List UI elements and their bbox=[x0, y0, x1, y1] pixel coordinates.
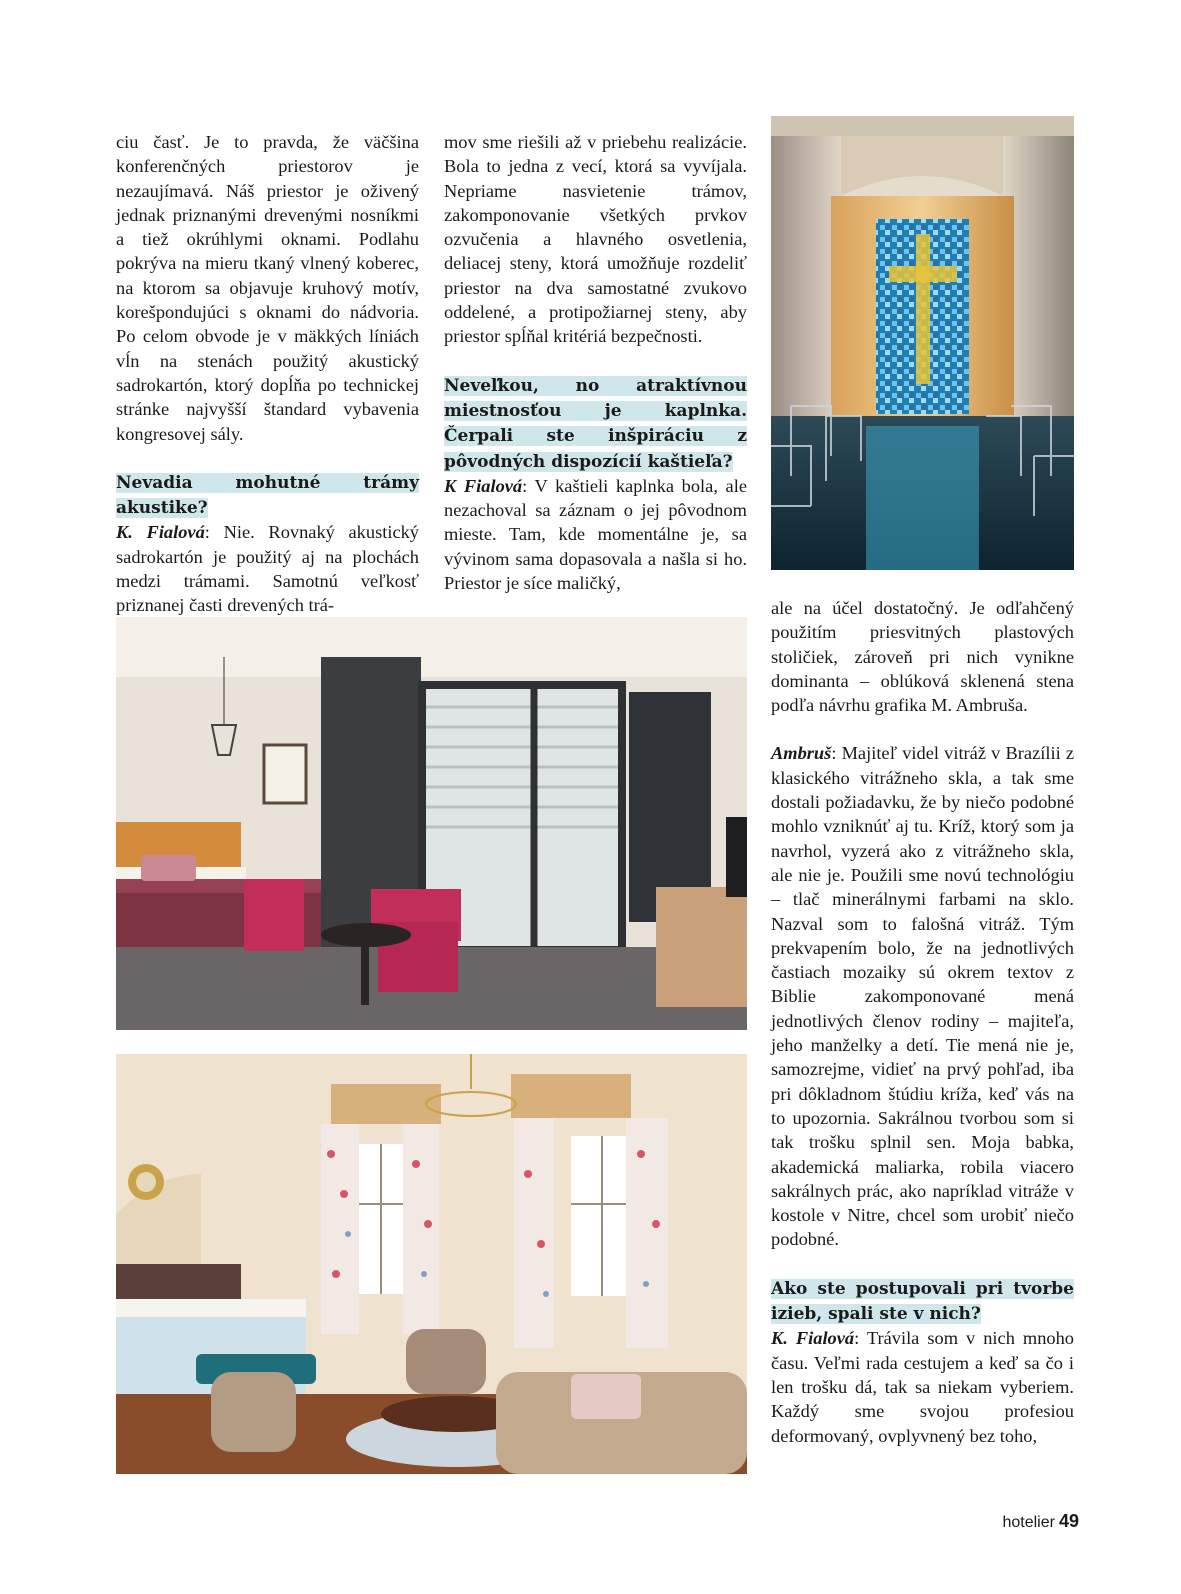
question-heading: Nevadia mohutné trámy akustike? bbox=[116, 472, 419, 519]
answer-paragraph bbox=[771, 741, 1074, 1251]
text-column-3 bbox=[771, 596, 1074, 1448]
speaker-name: Ambruš bbox=[771, 743, 832, 764]
chapel-photo bbox=[771, 116, 1074, 570]
answer-text: : Trávila som v nich mnoho času. Veľmi rada cestujem a keď sa čo i len trošku dá, tak sa niekam vyberiem. Každý sme svojou profesiou deformovaný, ovplyvnený bez toho, bbox=[771, 1328, 1074, 1446]
speaker-name: K. Fialová bbox=[116, 522, 205, 543]
text-column-2 bbox=[444, 130, 747, 595]
answer-text: : Nie. Rovnaký akustický sadrokartón je použitý aj na plochách medzi trámami. Samotnú veľkosť priznanej časti drevených trá- bbox=[116, 522, 419, 616]
text-column-1 bbox=[116, 130, 419, 618]
paragraph: ale na účel dostatočný. Je odľahčený použitím priesvitných plastových stoličiek, zároveň pri nich vynikne dominanta – oblúková sklenená stena podľa návrhu grafika M. Ambruša. bbox=[771, 598, 1074, 716]
paragraph: ciu časť. Je to pravda, že väčšina konferenčných priestorov je nezaujímavá. Náš priestor je oživený jednak priznanými drevenými nosníkmi a tiež okrúhlymi oknami. Podlahu pokrýva na mieru tkaný vlnený koberec, na ktorom sa objavuje kruhový motív, korešpondujúci s oknami do nádvoria. Po celom obvode je v mäkkých líniách vĺn na stenách použitý akustický sadrokartón, ktorý dopĺňa po technickej stránke najvyšší štandard vybavenia kongresovej sály. bbox=[116, 132, 419, 444]
answer-paragraph bbox=[771, 1326, 1074, 1447]
question-heading: Neveľkou, no atraktívnou miestnosťou je kaplnka. Čerpali ste inšpiráciu z pôvodných dispozícií kaštieľa? bbox=[444, 375, 747, 472]
speaker-name: K Fialová bbox=[444, 475, 523, 496]
magazine-name: hotelier bbox=[1002, 1514, 1055, 1531]
paragraph: mov sme riešili až v priebehu realizácie. Bola to jedna z vecí, ktorá sa vyvíjala. Nepriame nasvietenie trámov, zakomponovanie všetkých prvkov ozvučenia a hlavného osvetlenia, deliacej steny, ktorá umožňuje rozdeliť priestor na dva samostatné zvukovo oddelené, a protipožiarnej steny, aby priestor spĺňal kritériá bezpečnosti. bbox=[444, 132, 747, 347]
answer-text: : V kaštieli kaplnka bola, ale nezachoval sa záznam o jej pôvodnom mieste. Tam, kde momentálne je, sa vývinom sama dopasovala a našla si ho. Priestor je síce maličký, bbox=[444, 475, 747, 594]
answer-text: : Majiteľ videl vitráž v Brazílii z klasického vitrážneho skla, a tak sme dostali požiadavku, že by niečo podobné mohlo vzniknúť aj tu. Kríž, ktorý som ja navrhol, vyzerá ako z vitrážneho skla, ale nie je. Použili sme novú technológiu – tlač minerálnymi farbami na sklo. Nazval som to falošná vitráž. Tým prekvapením bolo, že na jednotlivých častiach mozaiky sú okrem textov z Biblie zakomponované mená jednotlivých členov rodiny – majiteľa, jeho manželky a detí. Tie mená nie je, samozrejme, vidieť na prvý pohľad, iba pri dôkladnom štúdiu kríža, keď vás na to upozornia. Sakrálnou tvorbou som si tak trošku splnil sen. Moja babka, akademická maliarka, robila viacero sakrálnych prác, ako napríklad vitráže v kostole v Nitre, chcel som urobiť niečo podobné. bbox=[771, 743, 1074, 1250]
answer-paragraph bbox=[444, 474, 747, 595]
classic-room-photo bbox=[116, 1054, 747, 1474]
question-heading: Ako ste postupovali pri tvorbe izieb, spali ste v nich? bbox=[771, 1278, 1074, 1325]
answer-paragraph bbox=[116, 520, 419, 617]
page-number: 49 bbox=[1058, 1511, 1079, 1531]
modern-room-photo bbox=[116, 617, 747, 1030]
page-footer bbox=[1002, 1511, 1079, 1532]
speaker-name: K. Fialová bbox=[771, 1328, 855, 1349]
